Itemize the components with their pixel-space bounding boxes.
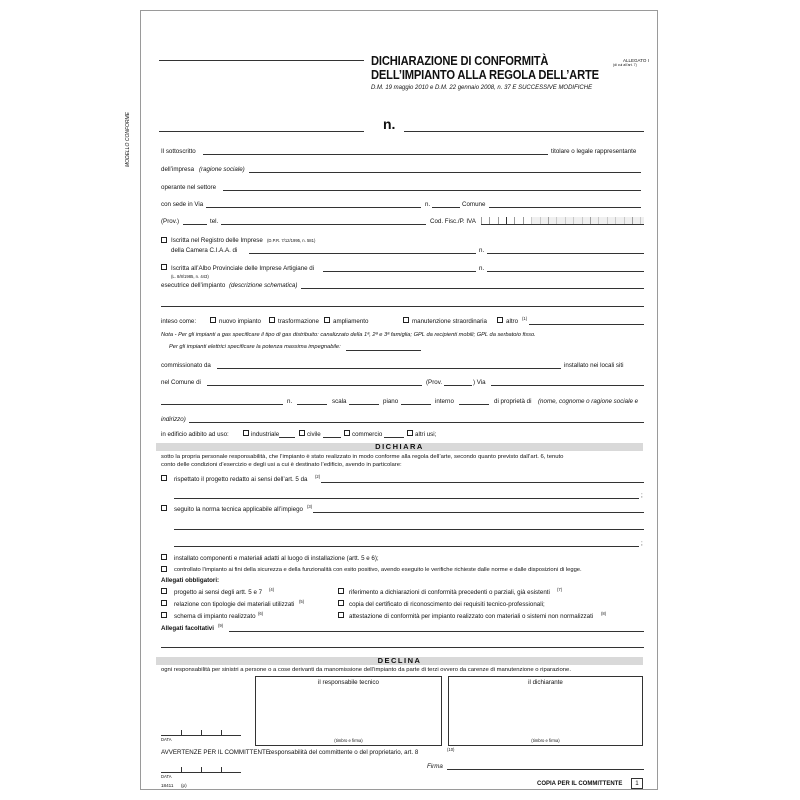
camera-label: della Camera C.I.A.A. di <box>171 247 238 254</box>
indirizzo-field[interactable] <box>189 422 644 423</box>
uso-altri-label: altri usi; <box>415 431 437 438</box>
operante-field[interactable] <box>223 190 641 191</box>
title-line1: DICHIARAZIONE DI CONFORMITÀ <box>371 53 549 68</box>
altro-field[interactable] <box>529 324 644 325</box>
camera-n-label: n. <box>479 247 485 254</box>
option-ampliamento-label: ampliamento <box>333 318 369 325</box>
interno-field[interactable] <box>459 404 489 405</box>
piva-shaded-area <box>531 217 644 224</box>
option-manutenzione-label: manutenzione straordinaria <box>412 318 487 325</box>
data-label-2: DATA <box>161 774 172 779</box>
proprieta-label: di proprietà di <box>494 398 532 405</box>
nel-comune-field[interactable] <box>207 385 422 386</box>
responsabile-title: il responsabile tecnico <box>318 679 379 686</box>
uso-industriale-label: industriale <box>251 431 280 438</box>
registro-label: Iscritta nel Registro delle Imprese <box>171 237 263 244</box>
interno-label: interno <box>435 398 454 405</box>
albo-n-field[interactable] <box>487 271 644 272</box>
declina-heading-bar <box>156 657 643 665</box>
allegato-certificato-label: copia del certificato di riconoscimento dei requisiti tecnico-professionali; <box>349 601 545 608</box>
loc-extra-field[interactable] <box>161 404 283 405</box>
loc-n-field[interactable] <box>297 404 327 405</box>
option-altro-checkbox[interactable] <box>497 317 503 323</box>
avvertenze-sup: (10) <box>447 747 455 752</box>
componenti-checkbox[interactable] <box>161 554 167 560</box>
allegato-riferimento-checkbox[interactable] <box>338 588 344 594</box>
operante-label: operante nel settore <box>161 184 217 191</box>
impresa-field[interactable] <box>249 172 641 173</box>
allegato-progetto-checkbox[interactable] <box>161 588 167 594</box>
installato-label: installato nei locali siti <box>564 362 624 369</box>
date-tick <box>201 730 206 735</box>
camera-field[interactable] <box>249 253 476 254</box>
progetto-field[interactable] <box>321 482 644 483</box>
loc-prov-field[interactable] <box>444 385 472 386</box>
allegati-facoltativi-field-2[interactable] <box>161 647 644 648</box>
option-trasformazione-checkbox[interactable] <box>269 317 275 323</box>
allegato-relazione-checkbox[interactable] <box>161 600 167 606</box>
allegato-relazione-label: relazione con tipologie dei materiali utilizzati <box>174 601 295 608</box>
cod-fisc-label: Cod. Fisc./P. IVA <box>430 218 476 225</box>
option-nuovo-checkbox[interactable] <box>210 317 216 323</box>
scala-field[interactable] <box>349 404 379 405</box>
norma-checkbox[interactable] <box>161 505 167 511</box>
allegato-progetto-sup: (4) <box>269 587 275 592</box>
commissionato-field[interactable] <box>217 368 561 369</box>
number-blank-line[interactable] <box>159 131 364 132</box>
progetto-semicolon: ; <box>641 492 643 499</box>
date-tick <box>221 730 226 735</box>
edificio-label: in edificio adibito ad uso: <box>161 431 229 438</box>
descrizione-label: (descrizione schematica) <box>229 282 298 289</box>
allegati-facoltativi-field[interactable] <box>229 631 644 632</box>
data-field-1[interactable] <box>161 735 241 736</box>
uso-industriale-field[interactable] <box>279 437 295 438</box>
altro-note: (1) <box>522 316 528 321</box>
allegato-ref: (di cui all’art. 7) <box>613 63 637 67</box>
uso-civile-field[interactable] <box>323 437 341 438</box>
nota-gas: Nota - Per gli impianti a gas specificare il tipo di gas distribuito: canalizzato della 1ª, 2ª e 3ª famiglia; GPL da recipienti mobili; GPL da serbatoio fisso. <box>161 332 536 338</box>
side-label: MODELLO CONFORME <box>125 111 131 167</box>
loc-via-label: ) Via <box>473 379 486 386</box>
allegato-attestazione-sup: (8) <box>601 611 607 616</box>
allegati-facoltativi-label: Allegati facoltativi <box>161 625 214 632</box>
form-sheet <box>125 10 658 790</box>
firma-field[interactable] <box>447 769 644 770</box>
prov-label: (Prov.) <box>161 218 180 225</box>
responsabile-caption: (timbro e firma) <box>334 738 363 743</box>
commissionato-label: commissionato da <box>161 362 211 369</box>
dichiarante-caption: (timbro e firma) <box>531 738 560 743</box>
controllato-checkbox[interactable] <box>161 566 167 572</box>
norma-field[interactable] <box>313 512 644 513</box>
intervento-label: inteso come: <box>161 318 197 325</box>
dichiarante-signature-box[interactable] <box>448 676 643 746</box>
nota-elettrici: Per gli impianti elettrici specificare la potenza massima impegnabile: <box>169 344 341 350</box>
allegato-riferimento-sup: (7) <box>557 587 563 592</box>
allegato-schema-sup: (6) <box>258 611 264 616</box>
controllato-label: controllato l’impianto ai fini della sicurezza e della funzionalità con esito positivo, avendo eseguito le verifiche richieste dalle norme e dalle disposizioni di legge. <box>174 567 582 573</box>
avvertenze-text: responsabilità del committente o del proprietario, art. 8 <box>269 749 419 756</box>
data-label-1: DATA <box>161 737 172 742</box>
form-code-suffix: (p) <box>181 783 187 788</box>
tel-field[interactable] <box>221 224 426 225</box>
comune-label: Comune <box>462 201 486 208</box>
sottoscritto-field[interactable] <box>203 154 548 155</box>
date-tick <box>181 730 186 735</box>
allegato-schema-label: schema di impianto realizzato <box>174 613 256 620</box>
uso-commercio-field[interactable] <box>384 437 404 438</box>
allegato-relazione-sup: (5) <box>299 599 305 604</box>
declina-text: ogni responsabilità per sinistri a persone o a cose derivanti da manomissione dell’impianto da parte di terzi ovvero da carenze di manutenzione o riparazione. <box>161 667 571 673</box>
piano-label: piano <box>383 398 399 405</box>
option-ampliamento-checkbox[interactable] <box>324 317 330 323</box>
nel-comune-label: nel Comune di <box>161 379 201 386</box>
ragione-sociale-label: (ragione sociale) <box>199 166 245 173</box>
via-field[interactable] <box>206 207 421 208</box>
page-number: 1 <box>631 778 643 789</box>
option-trasformazione-label: trasformazione <box>278 318 319 325</box>
norma-semicolon: ; <box>641 540 643 547</box>
impresa-label: dell’impresa <box>161 166 195 173</box>
uso-altri-checkbox[interactable] <box>407 430 413 436</box>
allegato-schema-checkbox[interactable] <box>161 612 167 618</box>
norma-field-3[interactable] <box>174 546 639 547</box>
componenti-label: installato componenti e materiali adatti al luogo di installazione (artt. 5 e 6); <box>174 555 379 562</box>
esecutrice-label: esecutrice dell’impianto <box>161 282 226 289</box>
uso-industriale-checkbox[interactable] <box>243 430 249 436</box>
number-label: n. <box>383 116 396 132</box>
indirizzo-label: indirizzo) <box>161 416 186 423</box>
avvertenze-label: AVVERTENZE PER IL COMMITTENTE: <box>161 749 272 756</box>
registro-ref: (D.P.R. 7/12/1995, n. 581) <box>267 238 316 243</box>
declina-heading: DECLINA <box>377 656 422 665</box>
esecutrice-field-2[interactable] <box>161 306 644 307</box>
uso-civile-checkbox[interactable] <box>299 430 305 436</box>
dichiara-heading: DICHIARA <box>375 442 424 451</box>
sede-n-label: n. <box>425 201 431 208</box>
scala-label: scala <box>332 398 347 405</box>
copia-label: COPIA PER IL COMMITTENTE <box>537 781 623 787</box>
allegato-attestazione-checkbox[interactable] <box>338 612 344 618</box>
norma-label: seguito la norma tecnica applicabile all’impiego <box>174 506 303 513</box>
responsabile-signature-box[interactable] <box>255 676 442 746</box>
civico-field[interactable] <box>432 207 460 208</box>
allegati-facoltativi-sup: (9) <box>218 623 224 628</box>
progetto-checkbox[interactable] <box>161 475 167 481</box>
title-subtitle: D.M. 19 maggio 2010 e D.M. 22 gennaio 2008, n. 37 E SUCCESSIVE MODIFICHE <box>371 85 593 91</box>
titolare-label: titolare o legale rappresentante <box>551 148 637 155</box>
progetto-field-2[interactable] <box>174 498 639 499</box>
form-code: 18411 <box>161 783 174 788</box>
piano-field[interactable] <box>401 404 431 405</box>
tel-label: tel. <box>210 218 219 225</box>
albo-field[interactable] <box>323 271 476 272</box>
dichiara-heading-bar <box>156 443 643 451</box>
firma-label: Firma <box>427 763 443 770</box>
title-line2: DELL’IMPIANTO ALLA REGOLA DELL’ARTE <box>371 67 599 82</box>
sottoscritto-label: Il sottoscritto <box>161 148 196 155</box>
cod-fisc-field[interactable] <box>481 224 644 225</box>
top-blank-line[interactable] <box>159 60 364 61</box>
camera-n-field[interactable] <box>487 253 644 254</box>
allegato-certificato-checkbox[interactable] <box>338 600 344 606</box>
norma-sup: (3) <box>307 504 313 509</box>
allegato-attestazione-label: attestazione di conformità per impianto realizzato con materiali o sistemi non normalizzati <box>349 613 594 620</box>
option-altro-label: altro <box>506 318 519 325</box>
norma-field-2[interactable] <box>174 529 644 530</box>
date-tick <box>181 767 186 772</box>
prov-field[interactable] <box>183 224 207 225</box>
progetto-sup: (2) <box>315 474 321 479</box>
loc-n-label: n. <box>287 398 293 405</box>
potenza-field[interactable] <box>346 350 421 351</box>
uso-civile-label: civile <box>307 431 321 438</box>
dichiarante-title: il dichiarante <box>528 679 563 686</box>
registro-checkbox[interactable] <box>161 237 167 243</box>
comune-field[interactable] <box>489 207 641 208</box>
allegato-progetto-label: progetto ai sensi degli artt. 5 e 7 <box>174 589 263 596</box>
loc-via-field[interactable] <box>491 385 644 386</box>
date-tick <box>201 767 206 772</box>
uso-commercio-checkbox[interactable] <box>344 430 350 436</box>
option-nuovo-label: nuovo impianto <box>219 318 261 325</box>
allegato-riferimento-label: riferimento a dichiarazioni di conformità precedenti o parziali, già esistenti <box>349 589 550 596</box>
albo-ref: (L. 8/8/1985, n. 443) <box>171 274 209 279</box>
proprieta-italic: (nome, cognome o ragione sociale e <box>538 398 639 405</box>
date-tick <box>221 767 226 772</box>
sede-via-label: con sede in Via <box>161 201 204 208</box>
albo-checkbox[interactable] <box>161 264 167 270</box>
albo-label: Iscritta all’Albo Provinciale delle Imprese Artigiane di <box>171 265 315 272</box>
allegato-label: ALLEGATO I <box>623 58 649 63</box>
option-manutenzione-checkbox[interactable] <box>403 317 409 323</box>
number-field[interactable] <box>404 131 644 132</box>
progetto-label: rispettato il progetto redatto ai sensi dell’art. 5 da <box>174 476 308 483</box>
esecutrice-field[interactable] <box>301 288 644 289</box>
albo-n-label: n. <box>479 265 485 272</box>
loc-prov-label: (Prov. <box>426 379 443 386</box>
dichiara-intro-1: sotto la propria personale responsabilità, che l’impianto è stato realizzato in modo conforme alla regola dell’arte, secondo quanto previsto dall’art. 6, tenuto <box>161 454 564 460</box>
dichiara-intro-2: conto delle condizioni d’esercizio e degli usi a cui è destinato l’edificio, avendo in particolare: <box>161 462 402 468</box>
uso-commercio-label: commercio <box>352 431 383 438</box>
data-field-2[interactable] <box>161 772 241 773</box>
allegati-obbligatori-label: Allegati obbligatori: <box>161 577 220 584</box>
